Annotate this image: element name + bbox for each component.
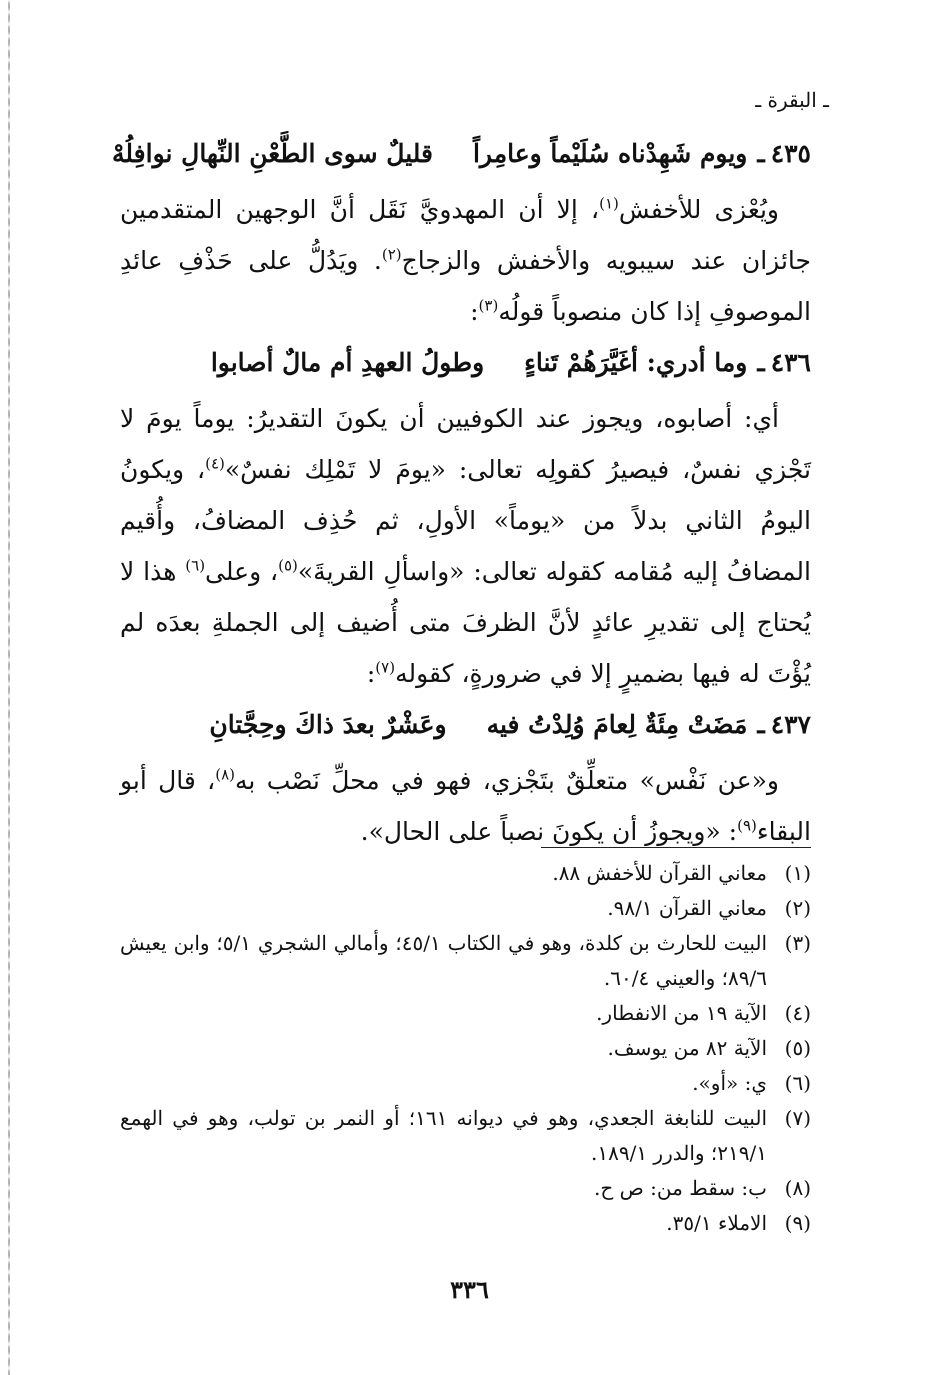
main-text [112, 128, 811, 857]
paragraph-text: : [366, 659, 376, 688]
paragraph-text: : «ويجوزُ أن يكونَ نصباً على الحال». [360, 817, 738, 846]
verse-first-hemistich: وما أدري: أغَيَّرَهُمْ تَناءٍ [524, 348, 748, 377]
footnote-text: ي: «أو». [692, 1071, 767, 1095]
footnote-item [120, 1101, 811, 1171]
verse-435 [112, 130, 811, 178]
paragraph-text: ويُعْزى للأخفش [618, 195, 779, 224]
footnote-text: الآية ٨٢ من يوسف. [607, 1036, 767, 1060]
verse-second-hemistich: قليلٌ سوى الطَّعْنِ النِّهالِ نوافِلُهْ [112, 139, 433, 168]
footnote-number: (٧) [784, 1106, 811, 1130]
footnote-marker: (١) [599, 194, 619, 213]
verse-436 [120, 339, 811, 387]
footnote-number: (٩) [784, 1211, 811, 1235]
footnote-marker: (٣) [478, 296, 499, 315]
footnote-item [120, 1066, 811, 1101]
paragraph-text: : [470, 297, 479, 326]
footnote-text: البيت للنابغة الجعدي، وهو في ديوانه ١٦١؛ أو النمر بن تولب، وهو في الهمع ٢١٩/١؛ والدرر ١٨٩/١. [120, 1106, 767, 1165]
footnote-marker: (٨) [215, 765, 236, 784]
footnote-text: معاني القرآن ٩٨/١. [607, 896, 767, 920]
footnotes [120, 856, 811, 1241]
footnote-number: (٢) [784, 896, 811, 920]
footnote-marker: (٩) [737, 816, 757, 835]
scan-edge-dots [8, 0, 10, 1375]
footnote-number: (٤) [784, 1001, 811, 1025]
verse-number: ٤٣٦ [770, 348, 811, 377]
footnote-marker: (٢) [381, 245, 402, 264]
footnote-number: (٨) [784, 1176, 811, 1200]
footnote-text: الآية ١٩ من الانفطار. [596, 1001, 767, 1025]
footnote-separator [541, 847, 811, 848]
verse-second-hemistich: وطولُ العهدِ أم مالٌ أصابوا [210, 348, 485, 377]
footnote-text: الاملاء ٣٥/١. [666, 1211, 767, 1235]
paragraph-text: ، وعلى [205, 557, 279, 586]
footnote-number: (٥) [784, 1036, 811, 1060]
footnote-item [120, 1206, 811, 1241]
footnote-item [120, 926, 811, 996]
paragraph-text: ، إلا أن المهدويَّ نَقَل أنَّ الوجهين المتقدمين جائزان عند سيبويه والأخفش والزجاج [120, 195, 811, 275]
footnote-text: ب: سقط من: ص ح. [594, 1176, 767, 1200]
footnote-marker: (٧) [375, 658, 396, 677]
footnote-item [120, 1171, 811, 1206]
paragraph-text: أي: أصابوه، ويجوز عند الكوفيين أن يكونَ التقديرُ: يوماً يومَ لا تَجْزي نفسٌ، فيصيرُ كقولِه تعالى: «يومَ لا تَمْلِك نفسٌ» [120, 404, 811, 484]
footnote-number: (٣) [784, 931, 811, 955]
footnote-item [120, 891, 811, 926]
verse-number: ٤٣٧ [770, 710, 811, 739]
paragraph-3 [120, 755, 811, 857]
verse-first-hemistich: ويوم شَهِدْناه سُلَيْماً وعامِراً [472, 139, 748, 168]
paragraph-2 [120, 393, 811, 699]
footnote-text: معاني القرآن للأخفش ٨٨. [552, 861, 767, 885]
running-header: ـ البقرة ـ [755, 88, 829, 112]
verse-437 [120, 701, 811, 749]
paragraph-text: ، ويكونُ اليومُ الثاني بدلاً من «يوماً» الأولِ، ثم حُذِف المضافُ، وأُقيم المضافُ إليه مُقامه كقوله تعالى: «واسألِ القريةَ» [120, 455, 811, 586]
footnote-number: (٦) [784, 1071, 811, 1095]
footnote-item [120, 856, 811, 891]
paragraph-1 [120, 184, 811, 337]
paragraph-text: هذا لا يُحتاج إلى تقديرِ عائدٍ لأنَّ الظرفَ متى أُضيف إلى الجملةِ بعدَه لم يُؤْتَ له فيها بضميرٍ إلا في ضرورةٍ، كقوله [120, 557, 811, 688]
verse-dash: ـ [757, 710, 765, 739]
footnote-number: (١) [784, 861, 811, 885]
verse-dash: ـ [757, 139, 765, 168]
footnote-text: البيت للحارث بن كلدة، وهو في الكتاب ٤٥/١؛ وأمالي الشجري ٥/١؛ وابن يعيش ٨٩/٦؛ والعيني ٦٠/٤. [120, 931, 767, 990]
verse-second-hemistich: وعَشْرٌ بعدَ ذاكَ وحِجَّتانِ [209, 710, 447, 739]
footnote-item [120, 996, 811, 1031]
footnote-item [120, 1031, 811, 1066]
verse-first-hemistich: مَضَتْ مِئَةٌ لِعامَ وُلِدْتُ فيه [486, 710, 748, 739]
paragraph-text: و«عن نَفْس» متعلِّقٌ بتَجْزي، فهو في محلِّ نَصْب به [235, 766, 779, 795]
footnote-marker: (٤) [205, 454, 225, 473]
page-number: ٣٣٦ [450, 1275, 489, 1304]
footnote-marker: (٦) [185, 556, 206, 575]
paragraph-text: ، قال أبو البقاء [120, 766, 811, 846]
footnote-marker: (٥) [278, 556, 298, 575]
verse-dash: ـ [757, 348, 765, 377]
verse-number: ٤٣٥ [770, 139, 811, 168]
paragraph-text: . ويَدُلُّ على حَذْفِ عائدِ الموصوفِ إذا كان منصوباً قولُه [120, 246, 811, 326]
